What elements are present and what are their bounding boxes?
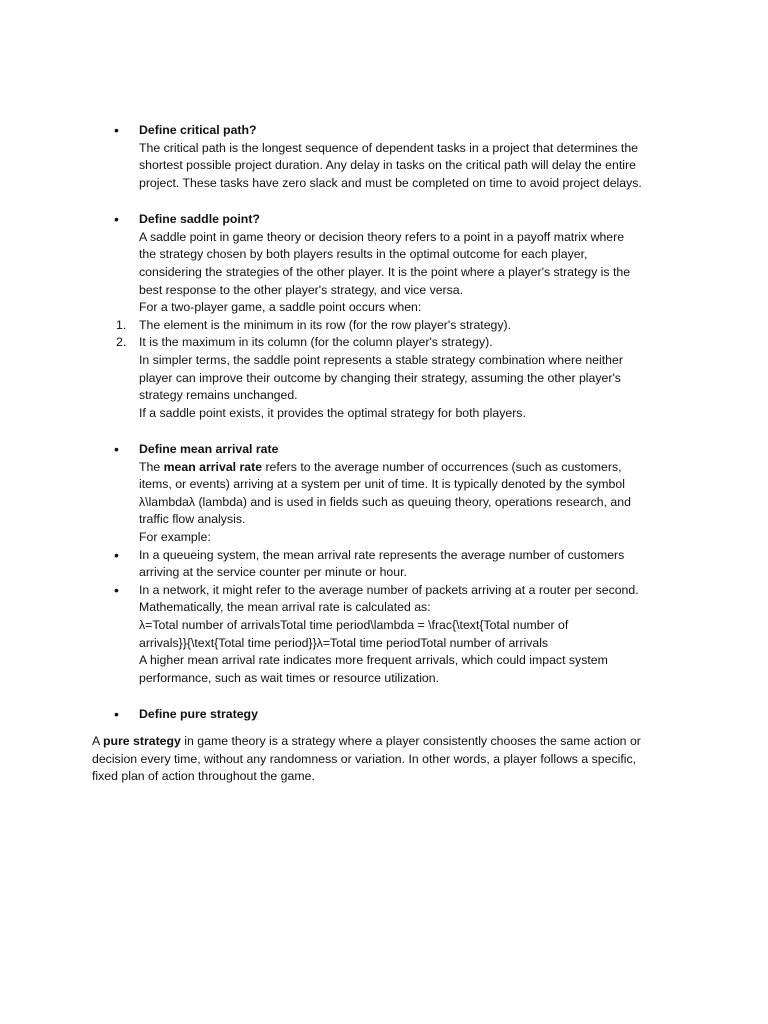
critical-path-line: shortest possible project duration. Any delay in tasks on the critical path will delay the entire xyxy=(139,158,636,172)
saddle-point-closing-line: In simpler terms, the saddle point represents a stable strategy combination where neither xyxy=(139,353,623,367)
bullet-marker xyxy=(114,582,119,601)
saddle-condition: The element is the minimum in its row (for the row player's strategy). xyxy=(139,318,512,332)
heading-critical-path: Define critical path? xyxy=(139,123,257,137)
intro-prefix: The xyxy=(139,460,164,474)
mean-arrival-rate-intro xyxy=(139,459,622,477)
critical-path-line: project. These tasks have zero slack and must be completed on time to avoid project delays. xyxy=(139,176,642,190)
pure-strategy-intro xyxy=(92,733,641,751)
saddle-point-closing-line: strategy remains unchanged. xyxy=(139,388,298,402)
pure-strategy-line: fixed plan of action throughout the game. xyxy=(92,769,315,783)
example-line: arriving at the service counter per minute or hour. xyxy=(139,565,407,579)
saddle-point-line: A saddle point in game theory or decision theory refers to a point in a payoff matrix where xyxy=(139,230,625,244)
heading-saddle-point: Define saddle point? xyxy=(139,212,260,226)
list-number: 1. xyxy=(116,318,127,332)
formula-line: Mathematically, the mean arrival rate is calculated as: xyxy=(139,600,431,614)
formula-line: arrivals}}{\text{Total time period}}λ=Total time periodTotal number of arrivals xyxy=(139,636,549,650)
saddle-condition: It is the maximum in its column (for the column player's strategy). xyxy=(139,335,493,349)
bullet-marker xyxy=(114,706,119,725)
intro-suffix: refers to the average number of occurrences (such as customers, xyxy=(262,460,622,474)
bullet-marker xyxy=(114,547,119,566)
saddle-point-line: considering the strategies of the other player. It is the point where a player's strategy is the xyxy=(139,265,631,279)
saddle-point-line: For a two-player game, a saddle point occurs when: xyxy=(139,300,422,314)
heading-pure-strategy: Define pure strategy xyxy=(139,707,258,721)
bullet-marker xyxy=(114,211,119,230)
bullet-marker xyxy=(114,122,119,141)
saddle-point-line: best response to the other player's strategy, and vice versa. xyxy=(139,283,464,297)
list-number: 2. xyxy=(116,335,127,349)
heading-mean-arrival-rate: Define mean arrival rate xyxy=(139,442,279,456)
intro-prefix: A xyxy=(92,734,103,748)
intro-bold-term: pure strategy xyxy=(102,734,181,748)
example-line: In a network, it might refer to the average number of packets arriving at a router per second. xyxy=(139,583,639,597)
saddle-point-closing-line: If a saddle point exists, it provides the optimal strategy for both players. xyxy=(139,406,526,420)
mean-arrival-rate-line: For example: xyxy=(139,530,211,544)
saddle-point-line: the strategy chosen by both players results in the optimal outcome for each player, xyxy=(139,247,588,261)
formula-line: λ=Total number of arrivalsTotal time period\lambda = \frac{\text{Total number of xyxy=(139,618,569,632)
bullet-marker xyxy=(114,441,119,460)
critical-path-line: The critical path is the longest sequence of dependent tasks in a project that determines the xyxy=(139,141,639,155)
intro-bold-term: mean arrival rate xyxy=(163,460,263,474)
mean-arrival-rate-line: λ\lambdaλ (lambda) and is used in fields such as queuing theory, operations research, and xyxy=(139,495,631,509)
intro-suffix: in game theory is a strategy where a player consistently chooses the same action or xyxy=(180,734,641,748)
mean-arrival-rate-line: items, or events) arriving at a system per unit of time. It is typically denoted by the symbol xyxy=(139,477,625,491)
saddle-point-closing-line: player can improve their outcome by changing their strategy, assuming the other player's xyxy=(139,371,621,385)
formula-line: A higher mean arrival rate indicates more frequent arrivals, which could impact system xyxy=(139,653,608,667)
formula-line: performance, such as wait times or resource utilization. xyxy=(139,671,440,685)
example-line: In a queueing system, the mean arrival rate represents the average number of customers xyxy=(139,548,625,562)
pure-strategy-line: decision every time, without any randomness or variation. In other words, a player follows a specific, xyxy=(92,752,637,766)
mean-arrival-rate-line: traffic flow analysis. xyxy=(139,512,246,526)
